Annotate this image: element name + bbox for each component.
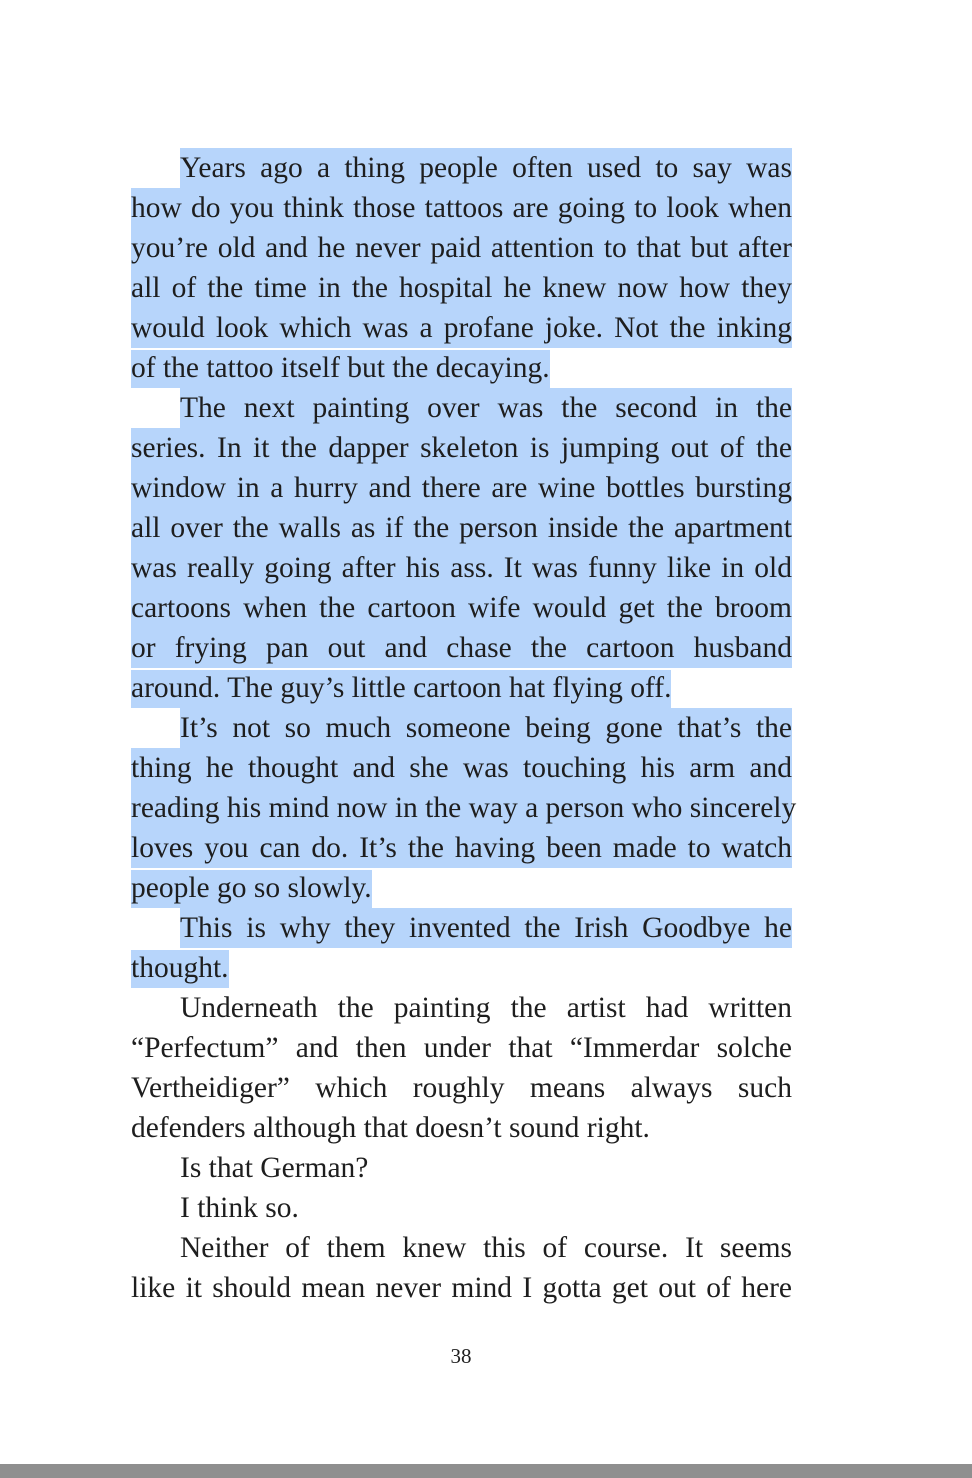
text-line <box>131 1268 792 1308</box>
text-line <box>131 1188 792 1228</box>
text-line-content: “Perfectum” and then under that “Immerdar solche <box>131 1032 792 1064</box>
text-line-content: cartoons when the cartoon wife would get the broom <box>131 592 792 624</box>
text-line <box>131 668 792 708</box>
text-line-content: I think so. <box>180 1192 299 1224</box>
text-line <box>131 708 792 748</box>
text-line <box>131 828 792 868</box>
text-line-content: like it should mean never mind I gotta get out of here <box>131 1272 792 1304</box>
text-line <box>131 188 792 228</box>
text-line <box>131 228 792 268</box>
text-line-content: all over the walls as if the person inside the apartment <box>131 512 792 544</box>
text-line-content: reading his mind now in the way a person who sincerely <box>131 792 797 824</box>
text-line-content: around. The guy’s little cartoon hat flying off. <box>131 670 671 708</box>
text-line-content: loves you can do. It’s the having been made to watch <box>131 832 792 864</box>
text-line-content: how do you think those tattoos are going to look when <box>131 192 792 224</box>
text-line-content: of the tattoo itself but the decaying. <box>131 350 550 388</box>
text-line <box>131 988 792 1028</box>
text-line <box>131 908 792 948</box>
text-line-content: Vertheidiger” which roughly means always such <box>131 1072 792 1104</box>
text-line <box>131 508 792 548</box>
text-line-content: window in a hurry and there are wine bottles bursting <box>131 472 792 504</box>
text-line <box>131 548 792 588</box>
text-line-content: or frying pan out and chase the cartoon husband <box>131 632 792 664</box>
text-line <box>131 428 792 468</box>
text-line-content: was really going after his ass. It was funny like in old <box>131 552 792 584</box>
text-line-content: The next painting over was the second in the <box>180 392 792 424</box>
text-line <box>131 748 792 788</box>
body-text <box>131 148 797 1308</box>
text-line-content: thought. <box>131 950 229 988</box>
text-line-content: series. In it the dapper skeleton is jumping out of the <box>131 432 792 464</box>
text-line <box>131 1108 792 1148</box>
text-line <box>131 468 792 508</box>
page-number: 38 <box>450 1344 472 1368</box>
text-line <box>131 948 792 988</box>
text-line-content: defenders although that doesn’t sound right. <box>131 1112 650 1144</box>
text-line-content: Underneath the painting the artist had written <box>180 992 792 1024</box>
text-line <box>131 1228 792 1268</box>
text-line <box>131 148 792 188</box>
text-line-content: people go so slowly. <box>131 870 372 908</box>
text-line <box>131 628 792 668</box>
bottom-scroll-bar <box>0 1464 972 1478</box>
text-line <box>131 308 792 348</box>
text-line <box>131 1028 792 1068</box>
text-line <box>131 1068 792 1108</box>
text-line <box>131 1148 792 1188</box>
text-line <box>131 388 792 428</box>
text-line-content: Neither of them knew this of course. It seems <box>180 1232 792 1264</box>
text-line-content: thing he thought and she was touching his arm and <box>131 752 792 784</box>
text-line <box>131 588 792 628</box>
text-line-content: you’re old and he never paid attention to that but after <box>131 232 792 264</box>
text-line-content: This is why they invented the Irish Goodbye he <box>180 912 792 944</box>
text-line-content: Years ago a thing people often used to say was <box>180 152 792 184</box>
text-line-content: It’s not so much someone being gone that’s the <box>180 712 792 744</box>
text-line <box>131 348 792 388</box>
text-line <box>131 788 797 828</box>
text-line-content: Is that German? <box>180 1152 369 1184</box>
text-line-content: would look which was a profane joke. Not the inking <box>131 312 792 344</box>
text-line <box>131 868 792 908</box>
text-line-content: all of the time in the hospital he knew now how they <box>131 272 792 304</box>
text-line <box>131 268 792 308</box>
